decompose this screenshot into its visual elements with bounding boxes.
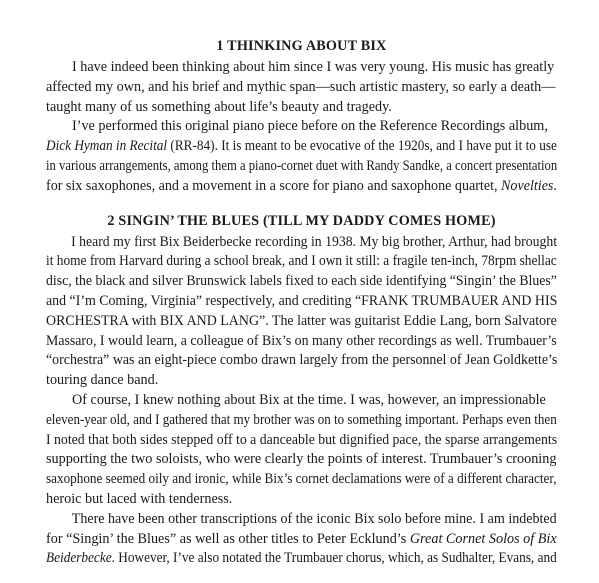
text-line: affected my own, and his brief and mythic span—such artistic mastery, so early a death— bbox=[46, 78, 556, 95]
text-line: disc, the black and silver Brunswick labels fixed to each side identifying “Singin’ the Blues” bbox=[46, 273, 557, 290]
text-line: it home from Harvard during a school break, and I own it still: a fragile ten-inch, 78rpm shellac bbox=[46, 253, 557, 270]
text-fragment: (RR-84). It is meant to be evocative of the 1920s, and I have put it to use bbox=[167, 138, 557, 155]
book-title-continued: Beiderbecke bbox=[46, 550, 112, 567]
section-heading-singin-the-blues: 2 SINGIN’ THE BLUES (TILL MY DADDY COMES HOME) bbox=[107, 212, 496, 229]
text-line: There have been other transcriptions of the iconic Bix solo before mine. I am indebted bbox=[71, 510, 557, 527]
paragraph bbox=[46, 391, 557, 510]
paragraph bbox=[46, 117, 557, 196]
work-title: Novelties bbox=[501, 177, 554, 194]
text-line: Massaro, I would learn, a colleague of Bix’s on many other recordings as well. Trumbauer’s bbox=[46, 332, 557, 349]
text-line bbox=[46, 530, 557, 550]
text-line: I noted that both sides stepped off to a danceable but dignified pace, the sparse arrangements bbox=[46, 431, 558, 448]
text-line: I’ve performed this original piano piece before on the Reference Recordings album, bbox=[72, 118, 548, 135]
text-fragment: for “Singin’ the Blues” as well as other titles to Peter Ecklund’s bbox=[46, 530, 410, 547]
text-line: eleven-year old, and I gathered that my brother was on to something important. Perhaps even then bbox=[46, 411, 557, 428]
text-line bbox=[46, 137, 557, 157]
text-line: Of course, I knew nothing about Bix at the time. I was, however, an impressionable bbox=[72, 391, 546, 408]
text-line: saxophone seemed oily and ironic, while Bix’s cornet declamations were of a different character, bbox=[46, 471, 557, 488]
paragraph bbox=[46, 58, 557, 117]
text-line: ORCHESTRA with BIX AND LANG”. The latter was guitarist Eddie Lang, born Salvatore bbox=[46, 312, 557, 329]
text-line: I have indeed been thinking about him since I was very young. His music has greatly bbox=[72, 59, 555, 75]
text-line: heroic but laced with tenderness. bbox=[46, 490, 233, 507]
text-line: touring dance band. bbox=[46, 372, 159, 389]
album-title: Dick Hyman in Recital bbox=[46, 138, 168, 155]
text-line bbox=[46, 177, 557, 197]
text-line: “orchestra” was an eight-piece combo drawn largely from the personnel of Jean Goldkette’s bbox=[46, 352, 558, 369]
paragraph bbox=[46, 510, 557, 569]
text-line: supporting the two soloists, who were clearly the points of interest. Trumbauer’s crooning bbox=[46, 451, 557, 468]
text-fragment: . bbox=[553, 177, 557, 194]
text-line: and “I’m Coming, Virginia” respectively, and crediting “FRANK TRUMBAUER AND HIS bbox=[46, 292, 558, 309]
text-fragment: for six saxophones, and a movement in a score for piano and saxophone quartet, bbox=[46, 177, 502, 194]
text-line: taught many of us something about life’s beauty and tragedy. bbox=[46, 98, 392, 115]
section-heading-thinking-about-bix: 1 THINKING ABOUT BIX bbox=[216, 38, 387, 54]
text-line: in various arrangements, among them a piano-cornet duet with Randy Sandke, a concert presentation bbox=[46, 157, 558, 174]
text-fragment: . However, I’ve also notated the Trumbauer chorus, which, as Sudhalter, Evans, and bbox=[111, 550, 557, 567]
book-title: Great Cornet Solos of Bix bbox=[409, 530, 557, 547]
text-line bbox=[46, 549, 557, 569]
text-line: I heard my first Bix Beiderbecke recording in 1938. My big brother, Arthur, had brought bbox=[71, 233, 558, 250]
paragraph bbox=[46, 233, 557, 391]
